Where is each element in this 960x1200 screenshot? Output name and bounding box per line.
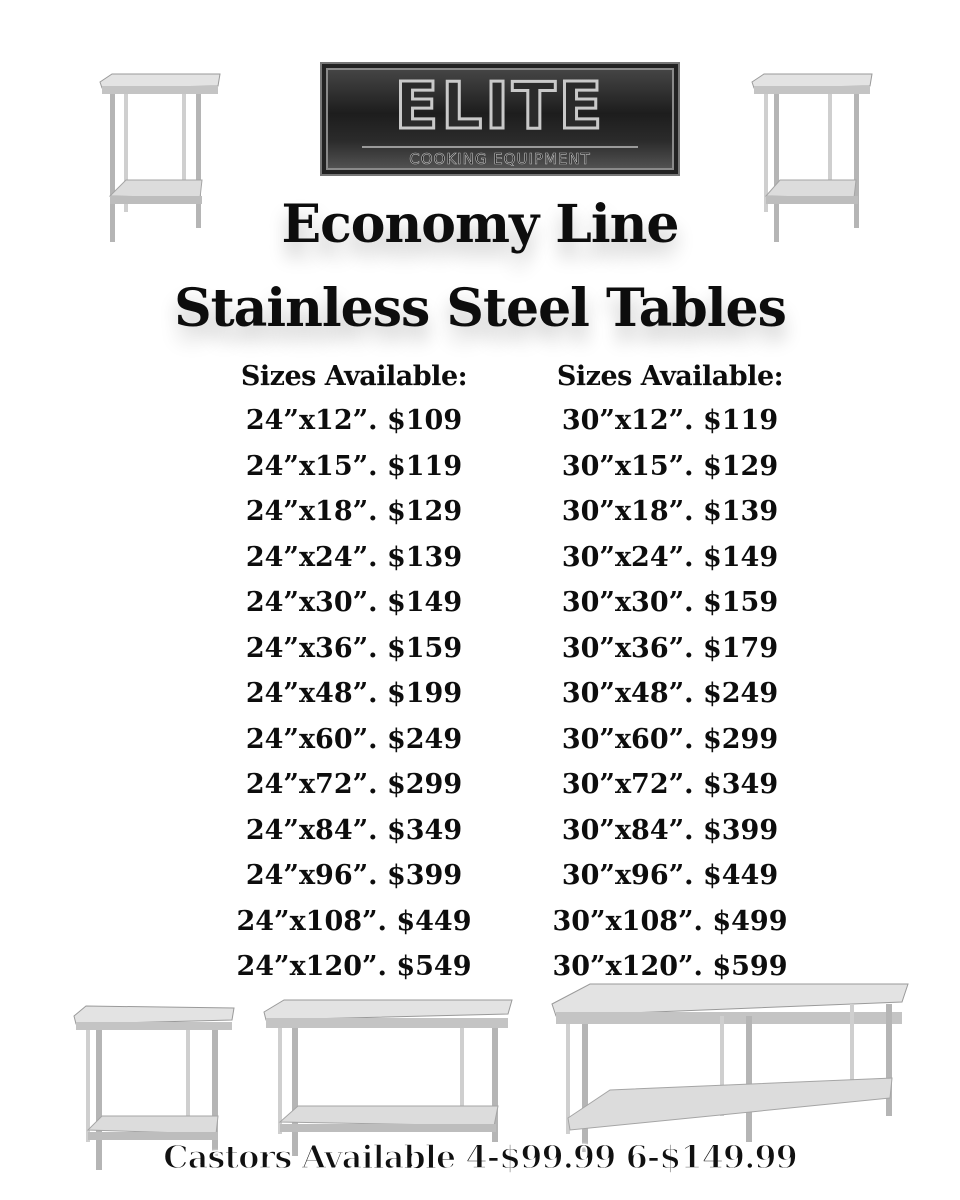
- price-row: 24”x96”. $399: [245, 860, 463, 891]
- price-row: 30”x30”. $159: [561, 587, 779, 618]
- price-row: 30”x96”. $449: [561, 860, 779, 891]
- logo-wordmark: ELITE: [394, 70, 606, 144]
- page-title-line-2: Stainless Steel Tables: [174, 278, 786, 339]
- price-row: 30”x36”. $179: [561, 632, 779, 664]
- price-row: 30”x24”. $149: [561, 541, 779, 573]
- table-image-bottom-middle: [262, 998, 514, 1158]
- price-row: 30”x18”. $139: [561, 496, 779, 527]
- castors-note: Castors Available 4-$99.99 6-$149.99: [163, 1138, 797, 1176]
- sizes-column-24: [204, 356, 504, 990]
- price-row: 30”x120”. $599: [552, 951, 788, 982]
- page-title-line-1: Economy Line: [281, 194, 679, 255]
- price-row: 24”x72”. $299: [245, 769, 463, 800]
- price-row: 30”x15”. $129: [561, 450, 779, 482]
- price-row: 24”x48”. $199: [245, 678, 463, 709]
- price-row: 24”x15”. $119: [245, 450, 463, 482]
- elite-logo: [320, 62, 680, 176]
- price-row: 30”x72”. $349: [561, 769, 779, 800]
- price-row: 24”x84”. $349: [245, 814, 463, 846]
- price-row: 24”x12”. $109: [245, 405, 463, 436]
- price-row: 24”x108”. $449: [236, 905, 472, 937]
- price-row: 24”x24”. $139: [245, 541, 463, 573]
- price-row: 24”x36”. $159: [245, 632, 463, 664]
- logo-subtitle: COOKING EQUIPMENT: [362, 146, 638, 170]
- price-row: 30”x108”. $499: [552, 905, 788, 937]
- price-row: 30”x12”. $119: [561, 405, 779, 436]
- sizes-heading: Sizes Available:: [240, 361, 468, 392]
- price-row: 24”x120”. $549: [236, 951, 472, 982]
- sizes-column-30: [520, 356, 820, 990]
- price-row: 30”x60”. $299: [561, 723, 779, 755]
- sizes-heading: Sizes Available:: [556, 361, 784, 392]
- table-image-bottom-right: [550, 982, 910, 1154]
- price-row: 24”x30”. $149: [245, 587, 463, 618]
- price-row: 24”x60”. $249: [245, 723, 463, 755]
- price-row: 30”x48”. $249: [561, 678, 779, 709]
- price-row: 24”x18”. $129: [245, 496, 463, 527]
- price-row: 30”x84”. $399: [561, 814, 779, 846]
